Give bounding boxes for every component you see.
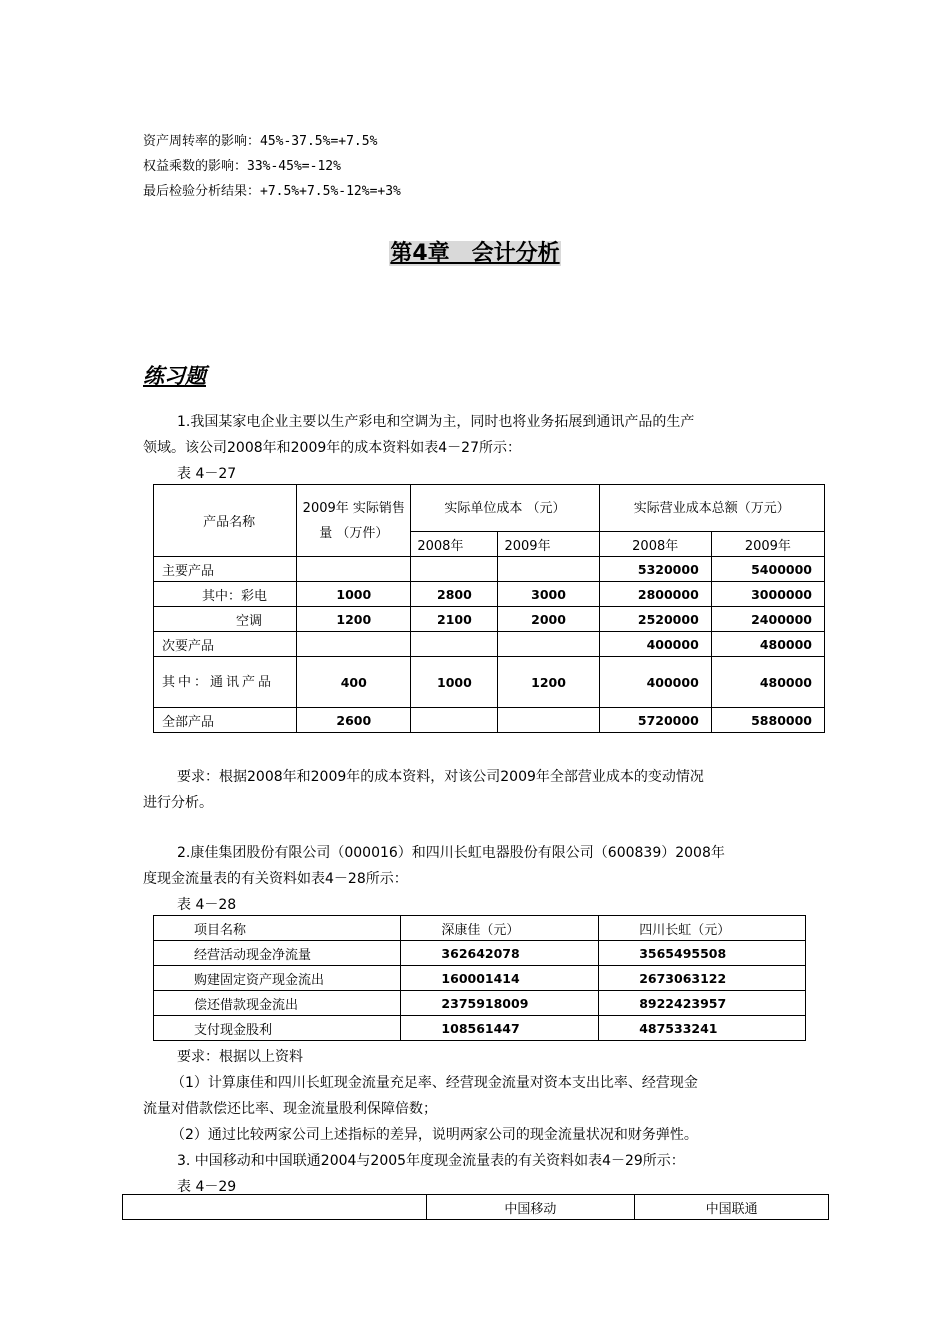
table-row: 其中：通讯产品 400 1000 1200 400000 480000 bbox=[154, 657, 825, 708]
header-2008: 2008年 bbox=[411, 532, 498, 557]
chapter-title: 第4章 会计分析 bbox=[390, 241, 560, 266]
header-konka: 深康佳（元） bbox=[401, 916, 599, 941]
question-2-requirement: 要求：根据以上资料 （1）计算康佳和四川长虹现金流量充足率、经营现金流量对资本支出比率、经营现金 流量对借款偿还比率、现金流量股利保障倍数； （2）通过比较两家公司上述指标的差异，说明两家公司的现金流量状况和财务弹性。 3. 中国移动和中国联通2004与2005年度现金流量表的有关资料如表4－29所示： 表 4－29 bbox=[143, 1049, 698, 1195]
header-china-unicom: 中国联通 bbox=[635, 1195, 829, 1220]
header-unit-cost: 实际单位成本 （元） bbox=[411, 485, 599, 532]
text-line: 权益乘数的影响：33%-45%=-12% bbox=[143, 159, 341, 174]
header-blank bbox=[123, 1195, 427, 1220]
table-row: 经营活动现金净流量 362642078 3565495508 bbox=[154, 941, 806, 966]
question-1: 1.我国某家电企业主要以生产彩电和空调为主，同时也将业务拓展到通讯产品的生产 领域。该公司2008年和2009年的成本资料如表4－27所示： 表 4－27 bbox=[143, 414, 695, 482]
table-row: 全部产品 2600 5720000 5880000 bbox=[154, 708, 825, 733]
header-sales: 2009年 实际销售量 （万件） bbox=[297, 485, 411, 557]
table-caption: 表 4－27 bbox=[177, 466, 237, 482]
header-2009: 2009年 bbox=[711, 532, 824, 557]
table-row: 偿还借款现金流出 2375918009 8922423957 bbox=[154, 991, 806, 1016]
header-product: 产品名称 bbox=[154, 485, 297, 557]
text-line: 资产周转率的影响：45%-37.5%=+7.5% bbox=[143, 134, 378, 149]
table-row: 其中：彩电 1000 2800 3000 2800000 3000000 bbox=[154, 582, 825, 607]
header-china-mobile: 中国移动 bbox=[426, 1195, 635, 1220]
question-1-requirement: 要求：根据2008年和2009年的成本资料，对该公司2009年全部营业成本的变动情况 进行分析。 bbox=[143, 769, 704, 811]
header-item: 项目名称 bbox=[154, 916, 401, 941]
table-4-29 bbox=[122, 1194, 829, 1220]
header-2008: 2008年 bbox=[599, 532, 711, 557]
table-row: 购建固定资产现金流出 160001414 2673063122 bbox=[154, 966, 806, 991]
table-4-27 bbox=[153, 484, 825, 733]
table-caption: 表 4－29 bbox=[177, 1179, 237, 1195]
exercise-heading: 练习题 bbox=[143, 364, 206, 388]
header-changhong: 四川长虹（元） bbox=[599, 916, 806, 941]
text-line: 最后检验分析结果：+7.5%+7.5%-12%=+3% bbox=[143, 184, 401, 199]
table-row: 主要产品 5320000 5400000 bbox=[154, 557, 825, 582]
table-caption: 表 4－28 bbox=[177, 897, 237, 913]
header-total-cost: 实际营业成本总额（万元） bbox=[599, 485, 824, 532]
question-2: 2.康佳集团股份有限公司（000016）和四川长虹电器股份有限公司（600839）2008年 度现金流量表的有关资料如表4－28所示： 表 4－28 bbox=[143, 845, 725, 913]
header-2009: 2009年 bbox=[498, 532, 599, 557]
table-4-28 bbox=[153, 915, 806, 1041]
table-row: 次要产品 400000 480000 bbox=[154, 632, 825, 657]
table-row: 支付现金股利 108561447 487533241 bbox=[154, 1016, 806, 1041]
table-row: 空调 1200 2100 2000 2520000 2400000 bbox=[154, 607, 825, 632]
